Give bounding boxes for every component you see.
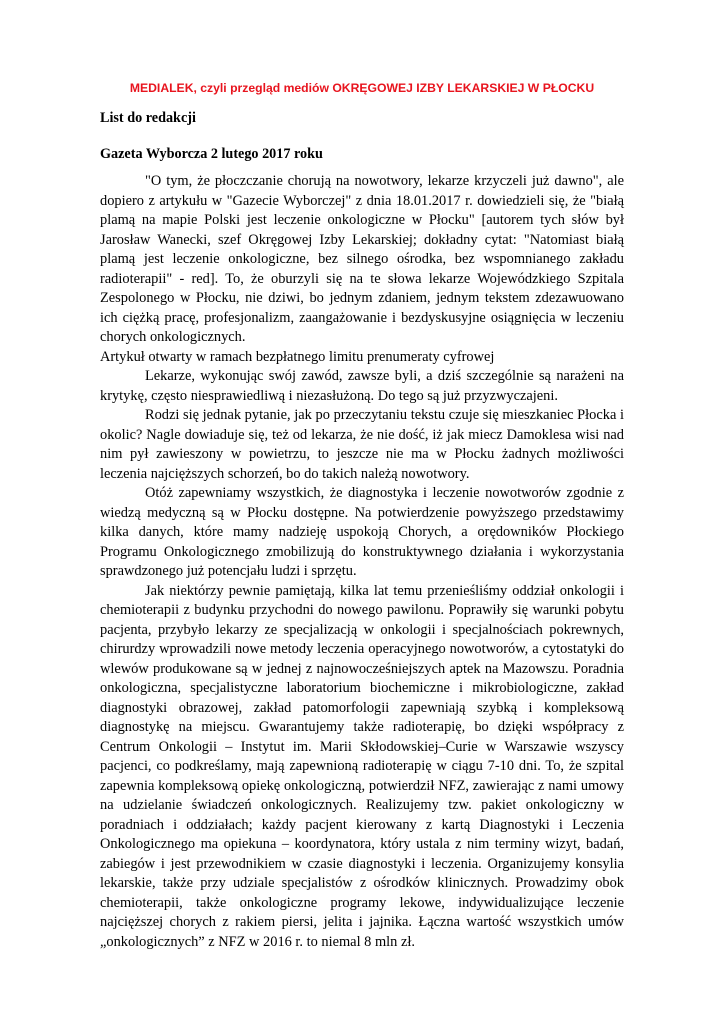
- paragraph-2: Artykuł otwarty w ramach bezpłatnego limitu prenumeraty cyfrowej: [100, 348, 495, 365]
- paragraph-3: Lekarze, wykonując swój zawód, zawsze byli, a dziś szczególnie są narażeni na krytykę, często niesprawiedliwą i niezasłużoną. Do tego są już przyzwyczajeni.: [100, 368, 624, 404]
- paragraph-5: Otóż zapewniamy wszystkich, że diagnostyka i leczenie nowotworów zgodnie z wiedzą medyczną są w Płocku dostępne. Na potwierdzenie powyższego przedstawimy kilka danych, które mamy nadzieję uspokoją Chorych, a orędowników Płockiego Programu Onkologicznego zmobilizują do konstruktywnego działania i wykorzystania sprawdzonego już potencjału ludzi i sprzętu.: [100, 485, 624, 579]
- article-source: Gazeta Wyborcza 2 lutego 2017 roku: [100, 146, 323, 162]
- paragraph-1: "O tym, że płoczczanie chorują na nowotwory, lekarze krzyczeli już dawno", ale dopiero z artykułu w "Gazecie Wyborczej" z dnia 18.01.2017 r. dowiedzieli się, że "białą plamą na mapie Polski jest leczenie onkologiczne w Płocku" [autorem tych słów był Jarosław Wanecki, szef Okręgowej Izby Lekarskiej; dokładny cytat: "Natomiast białą plamą jest leczenie onkologiczne, bez silnego ośrodka, bez wspomnianego zakładu radioterapii" - red]. To, że oburzyli się na te słowa lekarze Wojewódzkiego Szpitala Zespolonego w Płocku, nie dziwi, bo jednym zdaniem, jednym tekstem zdezawuowano ich ciężką pracę, profesjonalizm, zaangażowanie i bezdyskusyjne osiągnięcia w leczeniu chorych onkologicznych.: [100, 173, 624, 345]
- page-header-title: MEDIALEK, czyli przegląd mediów OKRĘGOWEJ IZBY LEKARSKIEJ W PŁOCKU: [129, 81, 595, 95]
- paragraph-4: Rodzi się jednak pytanie, jak po przeczytaniu tekstu czuje się mieszkaniec Płocka i okolic? Nagle dowiaduje się, też od lekarza, że nie dość, iż jak miecz Damoklesa wisi nad nim pył zawieszony w powietrzu, to jeszcze nie ma w Płocku żadnych możliwości leczenia najcięższych schorzeń, bo do takich należą nowotwory.: [100, 407, 624, 482]
- section-title: List do redakcji: [100, 110, 196, 126]
- article-body: [100, 172, 624, 952]
- paragraph-6: Jak niektórzy pewnie pamiętają, kilka lat temu przenieśliśmy oddział onkologii i chemioterapii z budynku przychodni do nowego pawilonu. Poprawiły się warunki pobytu pacjenta, przybyło lekarzy ze specjalizacją w onkologii i specjalnościach pokrewnych, chirurdzy wprowadzili nowe metody leczenia operacyjnego nowotworów, a cytostatyki do wlewów produkowane są w jednej z najnowocześniejszych aptek na Mazowszu. Poradnia onkologiczna, specjalistyczne laboratorium biochemiczne i mikrobiologiczne, zakład diagnostyki obrazowej, zakład patomorfologii zapewniają szybką i kompleksową diagnostykę na miejscu. Gwarantujemy także radioterapię, bo dzięki współpracy z Centrum Onkologii – Instytut im. Marii Skłodowskiej–Curie w Warszawie wszyscy pacjenci, co podkreślamy, mają zapewnioną radioterapię w ciągu 7-10 dni. To, że szpital zapewnia kompleksową opiekę onkologiczną, potwierdził NFZ, zawierając z nami umowy na udzielanie świadczeń onkologicznych. Realizujemy tzw. pakiet onkologiczny w poradniach i oddziałach; każdy pacjent kierowany z kartą Diagnostyki i Leczenia Onkologicznego ma opiekuna – koordynatora, który ustala z nim terminy wizyt, badań, zabiegów i jest przewodnikiem w czasie diagnostyki i leczenia. Organizujemy konsylia lekarskie, także przy udziale specjalistów z ośrodków klinicznych. Prowadzimy obok chemioterapii, także onkologiczne programy lekowe, indywidualizujące leczenie najcięższej chorych z rakiem piersi, jelita i jajnika. Łączna wartość wszystkich umów „onkologicznych” z NFZ w 2016 r. to niemal 8 mln zł.: [100, 582, 624, 950]
